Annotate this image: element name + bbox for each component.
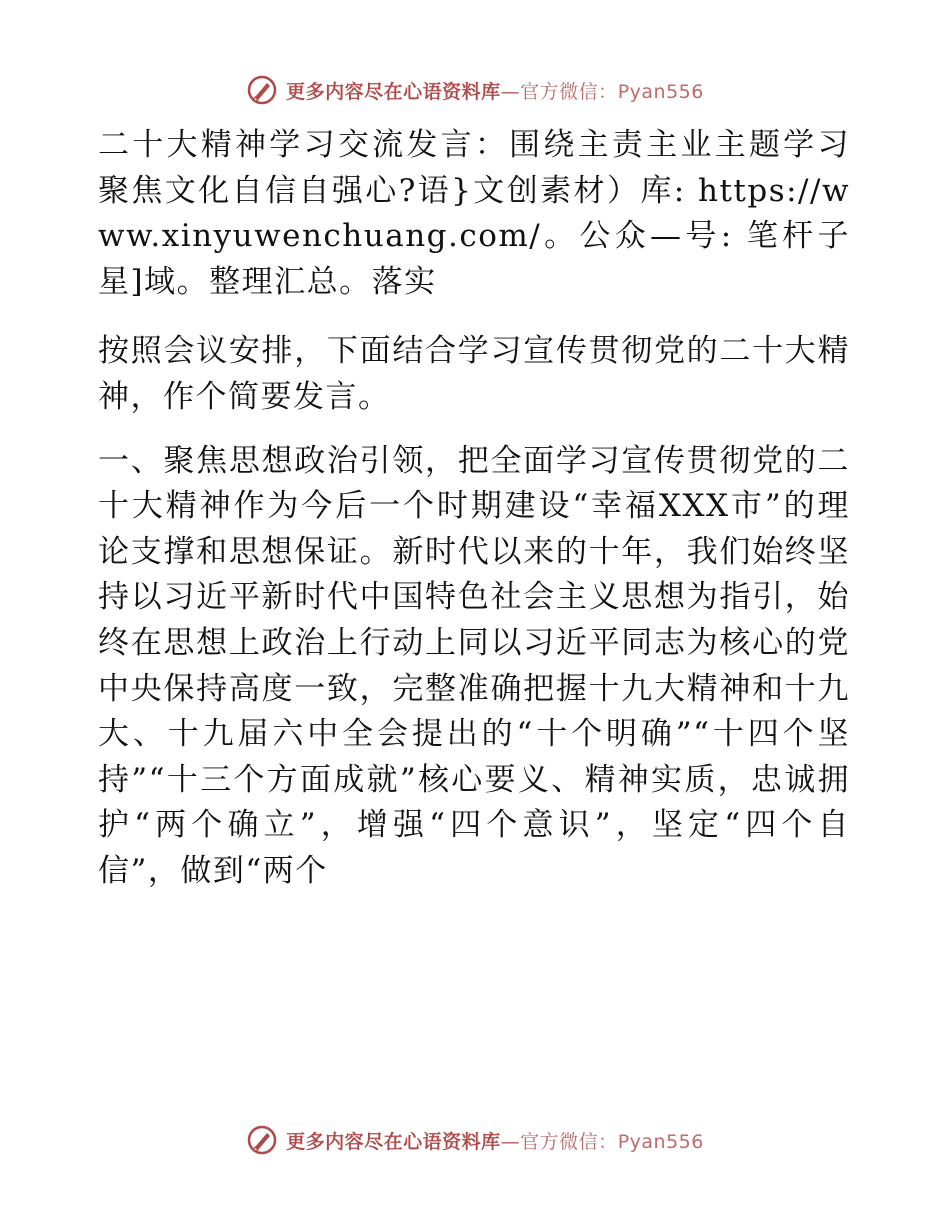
- pen-seal-icon: [246, 1124, 278, 1156]
- pen-seal-icon: [246, 74, 278, 106]
- watermark-brand: 更多内容尽在心语资料库: [286, 1130, 501, 1153]
- document-body: [98, 123, 850, 913]
- watermark-handle: Pyan556: [617, 1130, 704, 1153]
- watermark-separator: —: [500, 80, 521, 103]
- title-paragraph: 二十大精神学习交流发言：围绕主责主业主题学习 聚焦文化自信自强心?语}文创素材）库: https://www.xinyuwenchuang.com/。公众—号: 笔杆子星]域。整理汇总。落实: [98, 127, 850, 300]
- paragraph-section-one: 一、聚焦思想政治引领，把全面学习宣传贯彻党的二十大精神作为今后一个时期建设“幸福XXX市”的理论支撑和思想保证。新时代以来的十年，我们始终坚持以习近平新时代中国特色社会主义思想为指引，始终在思想上政治上行动上同以习近平同志为核心的党中央保持高度一致，完整准确把握十九大精神和十九大、十九届六中全会提出的“十个明确”“十四个坚持”“十三个方面成就”核心要义、精神实质，忠诚拥护“两个确立”，增强“四个意识”，坚定“四个自信”，做到“两个: [98, 442, 850, 889]
- watermark-text: [286, 77, 704, 104]
- paragraph-intro: 按照会议安排，下面结合学习宣传贯彻党的二十大精神，作个简要发言。: [98, 333, 850, 415]
- watermark-brand: 更多内容尽在心语资料库: [286, 80, 501, 103]
- watermark-official: 官方微信：: [520, 80, 618, 103]
- footer-watermark: [0, 1120, 950, 1160]
- header-watermark: [0, 70, 950, 110]
- watermark-separator: —: [500, 1130, 521, 1153]
- watermark-handle: Pyan556: [617, 80, 704, 103]
- watermark-official: 官方微信：: [520, 1130, 618, 1153]
- watermark-text: [286, 1127, 704, 1154]
